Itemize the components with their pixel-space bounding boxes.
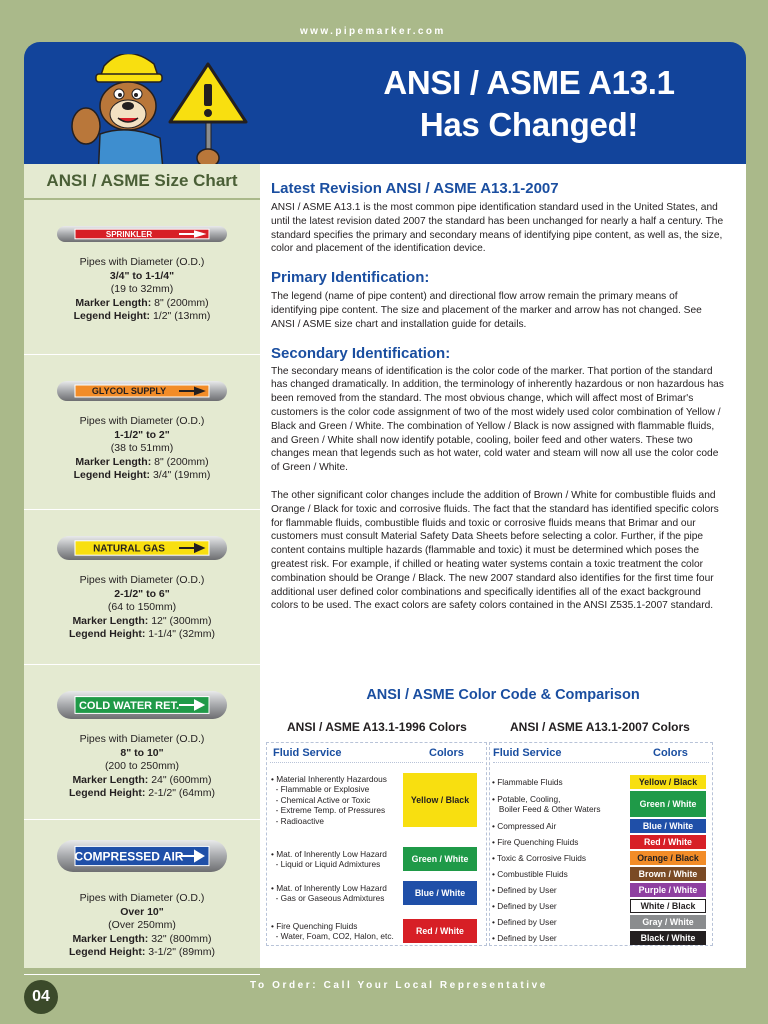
pipe-marker-illustration [57,222,227,246]
header-banner [24,42,746,164]
fluid-service-item: • Compressed Air [492,820,557,831]
legend-height: Legend Height: 1/2" (13mm) [73,310,211,322]
main-content [260,164,746,968]
size-chart-text [24,574,260,642]
color-chip: Orange / Black [630,851,706,865]
old-col-fluid-header: Fluid Service [273,747,342,759]
new-col-fluid-header: Fluid Service [493,747,562,759]
diameter-metric: (200 to 250mm) [104,760,180,772]
size-chart-text [24,892,260,960]
color-chip: Purple / White [630,883,706,897]
heading-secondary-identification: Secondary Identification: [271,344,451,362]
pipe-marker-legend: NATURAL GAS [93,543,165,555]
marker-length: Marker Length: 8" (200mm) [75,455,209,468]
fluid-service-item: • Defined by User [492,916,557,927]
paragraph-other-changes: The other significant color changes include the addition of Brown / White for combustible fluids and Orange / Black for toxic and corrosive fluids. The fact that the standard has identified specific colors for flammable fluids, combustible fluids and toxic or corrosive fluids means that Brimar and our customers must consult Material Safety Data Sheets before selecting a color. Further, if the pipe content contains multiple hazards (flammable and toxic) it must be determined which poses the greatest risk. For example, if chilled or heating water systems contain a toxic treatment the color combination should be Orange / Black. The new 2007 standard also identifies for the first time four additional user defined color combinations and specifically identifies all of the exact background colors to be used. The exact colors are safety colors contained in the ANSI Z535.1-2007 standard. [271,489,719,612]
size-chart-text [24,733,260,801]
marker-length: Marker Length: 24" (600mm) [72,773,212,786]
paragraph-latest-revision: ANSI / ASME A13.1 is the most common pipe identification standard used in the United States, and until the latest revision dated 2007 the standard has been unchanged for nearly a half a century. The standard specifies the primary and secondary means of identifying pipe content, as well as, the size, color and placement of the identification device. [271,202,724,255]
footer-order-text: To Order: Call Your Local Representative [250,980,548,991]
legend-height: Legend Height: 1-1/4" (32mm) [68,628,216,640]
diameter-range: 2-1/2" to 6" [114,587,170,600]
pipe-marker-legend: COMPRESSED AIR [74,849,184,864]
diameter-label: Pipes with Diameter (O.D.) [79,892,205,904]
fluid-service-item: • Defined by User [492,884,557,895]
size-chart-title: ANSI / ASME Size Chart [24,164,260,200]
fluid-service-item: • Combustible Fluids [492,868,568,879]
fluid-service-item: • Defined by User [492,900,557,911]
diameter-range: Over 10" [120,905,164,918]
new-col-colors-header: Colors [653,747,688,759]
old-colors-table [266,742,487,946]
size-chart-block [24,665,260,820]
marker-length: Marker Length: 32" (800mm) [72,932,212,945]
color-chip: Red / White [403,919,477,943]
color-chip: Brown / White [630,867,706,881]
fluid-service-item: • Material Inherently Hazardous - Flammable or Explosive - Chemical Active or Toxic - Extreme Temp. of Pressures - Radioactive [271,773,387,826]
title-line-2: Has Changed! [419,106,639,143]
color-chip: Red / White [630,835,706,849]
color-chip: Green / White [630,791,706,817]
pipe-marker-legend: GLYCOL SUPPLY [91,386,167,397]
site-url: www.pipemarker.com [300,26,446,37]
diameter-label: Pipes with Diameter (O.D.) [79,574,205,586]
page-number: 04 [24,980,58,1014]
diameter-range: 3/4" to 1-1/4" [109,269,175,282]
size-chart-block [24,200,260,355]
title-line-1: ANSI / ASME A13.1 [383,64,675,101]
size-chart-block [24,355,260,510]
pipe-marker-legend: SPRINKLER [105,229,153,239]
diameter-range: 8" to 10" [120,746,164,759]
old-col-colors-header: Colors [429,747,464,759]
pipe-marker-illustration [57,532,227,564]
color-chip: Yellow / Black [630,775,706,789]
fluid-service-item: • Flammable Fluids [492,776,563,787]
marker-length: Marker Length: 12" (300mm) [72,614,212,627]
paragraph-primary-identification: The legend (name of pipe content) and directional flow arrow remain the primary means of identifying pipe content. The size and placement of the marker and arrow has not changed. See ANSI / ASME size chart and installation guide for details. [271,291,702,330]
pipe-marker-legend: COLD WATER RET. [78,699,180,712]
color-chip: Yellow / Black [403,773,477,827]
pipe-marker-illustration [57,377,227,405]
diameter-metric: (64 to 150mm) [107,601,177,613]
new-colors-table [489,742,713,946]
color-chip: White / Black [630,899,706,913]
fluid-service-item: • Fire Quenching Fluids - Water, Foam, CO2, Halon, etc. [271,920,394,941]
color-chip: Gray / White [630,915,706,929]
pipe-marker-illustration [57,687,227,723]
fluid-service-item: • Fire Quenching Fluids [492,836,579,847]
heading-latest-revision: Latest Revision ANSI / ASME A13.1-2007 [271,180,559,197]
size-chart-column [24,164,260,968]
color-chip: Blue / White [403,881,477,905]
color-chip: Green / White [403,847,477,871]
paragraph-secondary-identification: The secondary means of identification is the color code of the marker. That portion of the standard has changed dramatically. In addition, the terminology of inherently hazardous or non hazardous has been removed from the standard. The most obvious change, which will affect most of Brimar's customers is the color code assignment of two of the most widely used color combination of Yellow / Black and Green / White. The combination of Yellow / Black is now assigned with flammable fluids, and Green / White shall now identify potable, cooling, boiler feed and other waters. These two changes mean that legends such as hot water, cold water and steam will now all use the color code of Green / White. [271,365,724,474]
legend-height: Legend Height: 3/4" (19mm) [73,469,211,481]
size-chart-block [24,510,260,665]
diameter-metric: (Over 250mm) [108,919,176,931]
fluid-service-item: • Mat. of Inherently Low Hazard - Liquid or Liquid Admixtures [271,848,387,869]
pipe-marker-illustration [57,836,227,876]
size-chart-text [24,415,260,483]
page-title [334,62,724,146]
new-colors-title: ANSI / ASME A13.1-2007 Colors [510,720,690,734]
diameter-label: Pipes with Diameter (O.D.) [79,256,205,268]
diameter-label: Pipes with Diameter (O.D.) [79,733,205,745]
color-chip: Blue / White [630,819,706,833]
heading-primary-identification: Primary Identification: [271,269,430,287]
fluid-service-item: • Mat. of Inherently Low Hazard - Gas or Gaseous Admixtures [271,882,387,903]
comparison-title: ANSI / ASME Color Code & Comparison [366,687,640,703]
old-colors-title: ANSI / ASME A13.1-1996 Colors [287,720,467,734]
legend-height: Legend Height: 3-1/2" (89mm) [68,946,216,958]
diameter-metric: (38 to 51mm) [110,442,174,454]
marker-length: Marker Length: 8" (200mm) [75,296,209,309]
legend-height: Legend Height: 2-1/2" (64mm) [68,787,216,799]
size-chart-block [24,820,260,975]
color-chip: Black / White [630,931,706,945]
fluid-service-item: • Toxic & Corrosive Fluids [492,852,587,863]
diameter-range: 1-1/2" to 2" [114,428,170,441]
diameter-label: Pipes with Diameter (O.D.) [79,415,205,427]
diameter-metric: (19 to 32mm) [110,283,174,295]
fluid-service-item: • Potable, Cooling, Boiler Feed & Other Waters [492,793,601,814]
size-chart-text [24,256,260,324]
fluid-service-item: • Defined by User [492,932,557,943]
